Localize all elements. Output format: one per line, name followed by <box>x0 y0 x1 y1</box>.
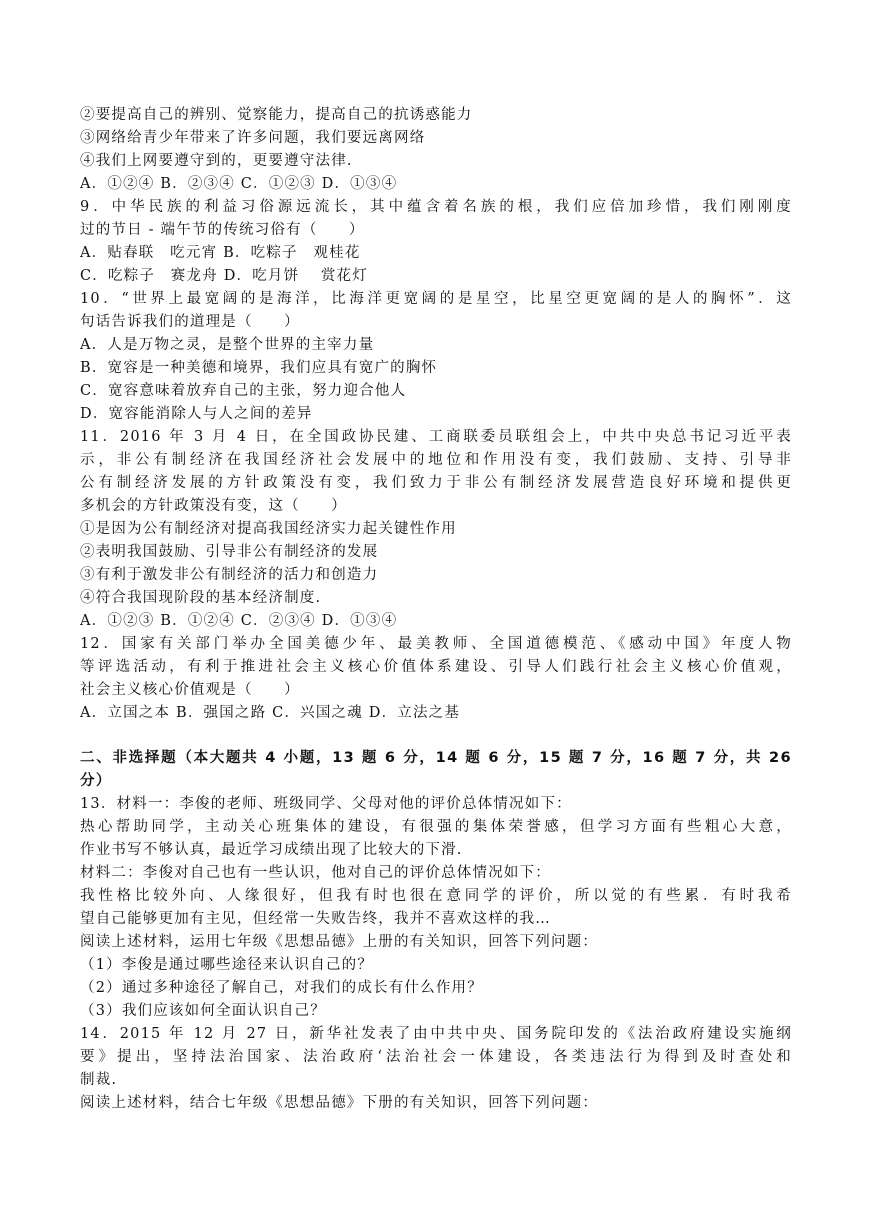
question-10-text: 句话告诉我们的道理是（ ） <box>80 314 300 330</box>
sub-question: （2）通过多种途径了解自己，对我们的成长有什么作用？ <box>80 980 483 996</box>
text-line: ④我们上网要遵守到的，更要遵守法律. <box>80 153 353 169</box>
question-12-text: 社会主义核心价值观是（ ） <box>80 682 300 698</box>
question-11-text: 11．2016 年 3 月 4 日，在全国政协民建、工商联委员联组会上，中共中央总书记习近平表 <box>80 429 792 445</box>
question-14-text: 要》提出，坚持法治国家、法治政府‘法治社会一体建设，各类违法行为得到及时查处和 <box>80 1049 792 1065</box>
statement-item: ①是因为公有制经济对提高我国经济实力起关键性作用 <box>80 521 457 537</box>
section-heading: 二、非选择题（本大题共 4 小题，13 题 6 分，14 题 6 分，15 题 7 分，16 题 7 分，共 26 <box>80 750 792 766</box>
sub-question: （1）李俊是通过哪些途径来认识自己的？ <box>80 957 374 973</box>
question-12-text: 12．国家有关部门举办全国美德少年、最美教师、全国道德模范、《感动中国》年度人物 <box>80 636 792 652</box>
question-14-text: 14．2015 年 12 月 27 日，新华社发表了由中共中央、国务院印发的《法治政府建设实施纲 <box>80 1026 792 1042</box>
statement-item: ③有利于激发非公有制经济的活力和创造力 <box>80 567 379 583</box>
answer-option-b: B．宽容是一种美德和境界，我们应具有宽广的胸怀 <box>80 360 438 376</box>
answer-options: A．立国之本 B．强国之路 C．兴国之魂 D．立法之基 <box>80 705 461 721</box>
text-line: ②要提高自己的辨别、觉察能力，提高自己的抗诱惑能力 <box>80 107 473 123</box>
question-9-text: 9．中华民族的利益习俗源远流长，其中蕴含着名族的根，我们应倍加珍惜，我们刚刚度 <box>80 199 792 215</box>
statement-item: ②表明我国鼓励、引导非公有制经济的发展 <box>80 544 379 560</box>
statement-item: ④符合我国现阶段的基本经济制度. <box>80 590 322 606</box>
material-text: 望自己能够更加有主见，但经常一失败告终，我并不喜欢这样的我… <box>80 911 551 927</box>
question-9-text: 过的节日 - 端午节的传统习俗有（ ） <box>80 222 365 238</box>
question-10-text: 10．“世界上最宽阔的是海洋，比海洋更宽阔的是星空，比星空更宽阔的是人的胸怀”．这 <box>80 291 792 307</box>
answer-options: A．①②③ B．①②④ C．②③④ D．①③④ <box>80 613 398 629</box>
answer-options: C．吃粽子 赛龙舟 D．吃月饼 赏花灯 <box>80 268 368 284</box>
instruction-text: 阅读上述材料，结合七年级《思想品德》下册的有关知识，回答下列问题： <box>80 1095 599 1111</box>
question-14-text: 制裁. <box>80 1072 118 1088</box>
section-gap <box>80 725 792 747</box>
answer-option-a: A．人是万物之灵，是整个世界的主宰力量 <box>80 337 375 353</box>
material-text: 作业书写不够认真，最近学习成绩出现了比较大的下滑. <box>80 842 463 858</box>
material-text: 热心帮助同学，主动关心班集体的建设，有很强的集体荣誉感，但学习方面有些粗心大意， <box>80 819 792 835</box>
material-text: 材料二：李俊对自己也有一些认识，他对自己的评价总体情况如下： <box>80 865 551 881</box>
instruction-text: 阅读上述材料，运用七年级《思想品德》上册的有关知识，回答下列问题： <box>80 934 599 950</box>
question-12-text: 等评选活动，有利于推进社会主义核心价值体系建设、引导人们践行社会主义核心价值观， <box>80 659 792 675</box>
material-text: 我性格比较外向、人缘很好，但我有时也很在意同学的评价，所以觉的有些累．有时我希 <box>80 888 792 904</box>
page-content <box>80 104 792 1115</box>
answer-option-c: C．宽容意味着放弃自己的主张，努力迎合他人 <box>80 383 407 399</box>
question-13-text: 13．材料一：李俊的老师、班级同学、父母对他的评价总体情况如下： <box>80 796 572 812</box>
question-11-text: 示，非公有制经济在我国经济社会发展中的地位和作用没有变，我们鼓励、支持、引导非 <box>80 452 792 468</box>
answer-option-d: D．宽容能消除人与人之间的差异 <box>80 406 313 422</box>
question-11-text: 公有制经济发展的方针政策没有变，我们致力于非公有制经济发展营造良好环境和提供更 <box>80 475 792 491</box>
section-heading: 分） <box>80 773 112 789</box>
answer-options: A．①②④ B．②③④ C．①②③ D．①③④ <box>80 176 398 192</box>
answer-options: A．贴春联 吃元宵 B．吃粽子 观桂花 <box>80 245 361 261</box>
sub-question: （3）我们应该如何全面认识自己？ <box>80 1003 326 1019</box>
text-line: ③网络给青少年带来了许多问题，我们要远离网络 <box>80 130 426 146</box>
question-11-text: 多机会的方针政策没有变，这（ ） <box>80 498 347 514</box>
